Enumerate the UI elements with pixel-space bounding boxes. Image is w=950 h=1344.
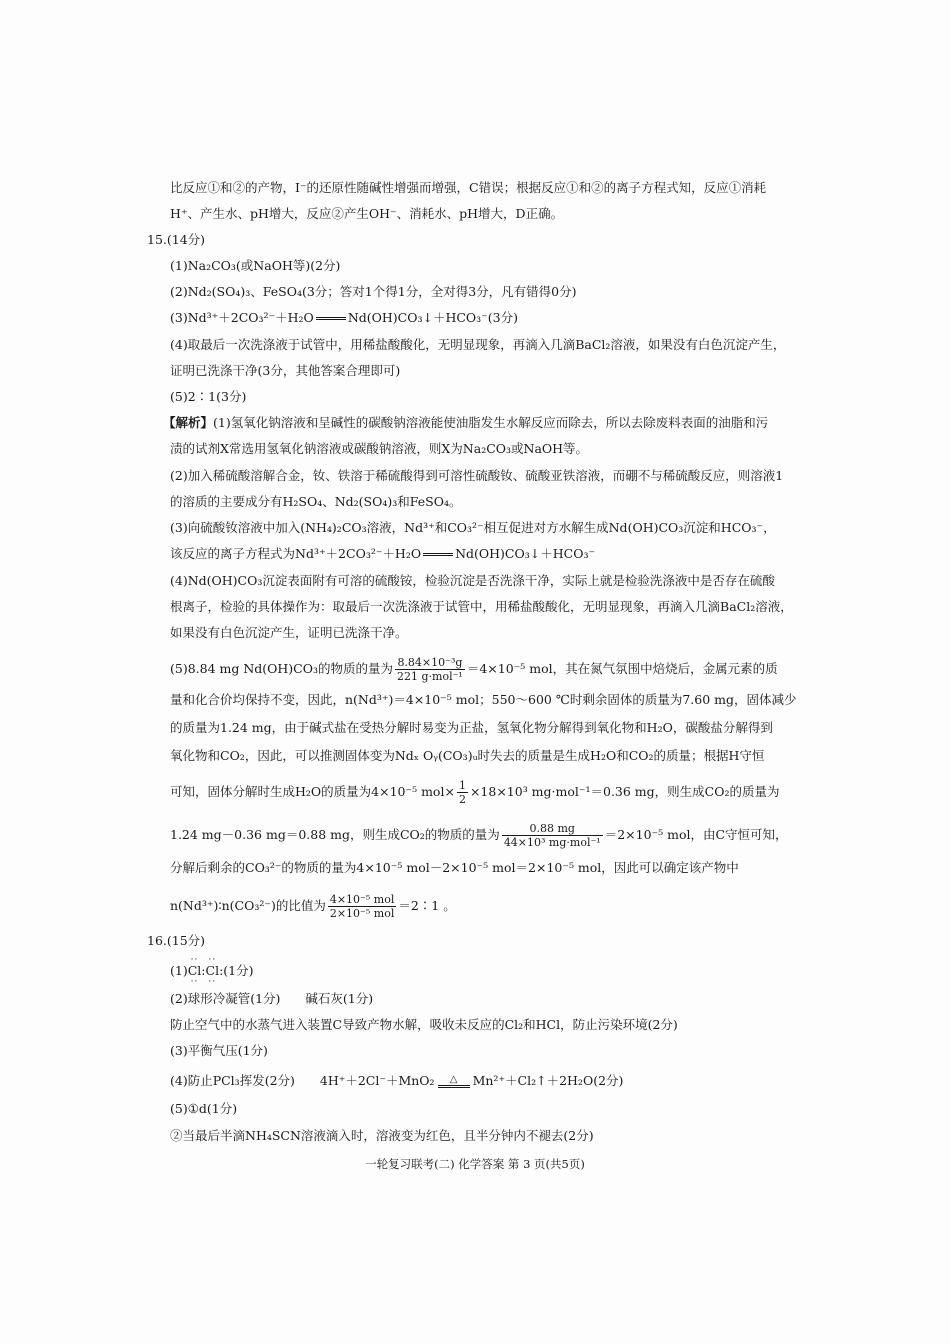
answer-equation (170, 1073, 623, 1089)
formula-text: (5)8.84 mg Nd(OH)CO₃的物质的量为 (170, 661, 394, 676)
fraction-numerator: 0.88 mg (502, 822, 603, 836)
chlorine-symbol: Cl (187, 963, 202, 978)
fraction-denominator: 2 (458, 793, 466, 806)
answer-line: (3)平衡气压(1分) (170, 1043, 268, 1058)
analysis-text: (1)氢氧化钠溶液和呈碱性的碳酸钠溶液能使油脂发生水解反应而除去，所以去除废料表面的油脂和污 (213, 415, 769, 430)
formula-text: 1.24 mg－0.36 mg＝0.88 mg，则生成CO₂的物质的量为 (170, 827, 500, 842)
shared-pair: : (201, 963, 206, 978)
fraction (395, 656, 465, 683)
analysis-line: 渍的试剂X常选用氢氧化钠溶液或碳酸钠溶液，则X为Na₂CO₃或NaOH等。 (170, 441, 589, 456)
analysis-line: (2)加入稀硫酸溶解合金，钕、铁溶于稀硫酸得到可溶性硫酸钕、硫酸亚铁溶液，而硼不与稀硫酸反应，则溶液1 (170, 468, 784, 483)
analysis-line: 的质量为1.24 mg，由于碱式盐在受热分解时易变为正盐，氢氧化物分解得到氧化物和H₂O，碳酸盐分解得到 (170, 720, 773, 735)
analysis-line: (4)Nd(OH)CO₃沉淀表面附有可溶的硫酸铵，检验沉淀是否洗涤干净，实际上就是检验洗涤液中是否存在硫酸 (170, 573, 775, 588)
equation-right: Nd(OH)CO₃↓＋HCO₃⁻ (455, 546, 596, 561)
question-number: 15.(14分) (147, 232, 206, 247)
analysis-line: 如果没有白色沉淀产生，证明已洗涤干净。 (170, 625, 408, 640)
equation-left: (4)防止PCl₃挥发(2分) 4H⁺＋2Cl⁻＋MnO₂ (170, 1073, 435, 1088)
chlorine-atom-left: ·· Cl ·· (187, 955, 202, 987)
equation-right: Mn²⁺＋Cl₂↑＋2H₂O(2分) (472, 1073, 624, 1088)
analysis-line: (3)向硫酸钕溶液中加入(NH₄)₂CO₃溶液，Nd³⁺和CO₃²⁻相互促进对方水解生成Nd(OH)CO₃沉淀和HCO₃⁻， (170, 520, 776, 535)
answer-line: 证明已洗涤干净(3分，其他答案合理即可) (170, 363, 401, 378)
fraction (502, 822, 603, 849)
chlorine-symbol: Cl (205, 963, 220, 978)
fraction-denominator: 44×10³ mg·mol⁻¹ (503, 836, 601, 849)
page-footer: 一轮复习联考(二) 化学答案 第 3 页(共5页) (365, 1157, 585, 1171)
formula-text: 可知，固体分解时生成H₂O的质量为4×10⁻⁵ mol× (170, 784, 455, 799)
equals-sign (316, 317, 346, 320)
formula-text: ×18×10³ mg·mol⁻¹＝0.36 mg，则生成CO₂的质量为 (469, 784, 780, 799)
analysis-line: 的溶质的主要成分有H₂SO₄、Nd₂(SO₄)₃和FeSO₄。 (170, 494, 462, 509)
equation-left: 该反应的离子方程式为Nd³⁺＋2CO₃²⁻＋H₂O (170, 546, 422, 561)
fraction (457, 779, 468, 806)
fraction-numerator: 1 (458, 779, 466, 792)
answer-line: (4)取最后一次洗涤液于试管中，用稀盐酸酸化，无明显现象，再滴入几滴BaCl₂溶液，如果没有白色沉淀产生， (170, 337, 786, 352)
heating-condition (438, 1075, 470, 1088)
analysis-line (163, 415, 768, 431)
text-line: H⁺、产生水、pH增大，反应②产生OH⁻、消耗水、pH增大，D正确。 (170, 206, 564, 221)
fraction-numerator: 4×10⁻⁵ mol (329, 893, 395, 906)
analysis-formula-line (170, 822, 788, 849)
analysis-formula-line (170, 656, 778, 683)
answer-line: (5)①d(1分) (170, 1101, 238, 1116)
answer-number: (1) (170, 963, 188, 978)
formula-text: ＝2∶1 。 (398, 898, 456, 913)
score-text: (1分) (223, 963, 254, 978)
analysis-formula-line (170, 779, 779, 806)
fraction (328, 893, 397, 920)
answer-line: 防止空气中的水蒸气进入装置C导致产物水解，吸收未反应的Cl₂和HCl，防止污染环境(2分) (170, 1017, 678, 1032)
equals-sign (423, 553, 453, 556)
answer-line: ②当最后半滴NH₄SCN溶液滴入时，溶液变为红色，且半分钟内不褪去(2分) (170, 1128, 594, 1143)
analysis-line: 根离子，检验的具体操作为：取最后一次洗涤液于试管中，用稀盐酸酸化，无明显现象，再滴入几滴BaCl₂溶液， (170, 599, 793, 614)
delta-symbol: △ (449, 1074, 458, 1085)
analysis-formula-line (170, 893, 456, 920)
formula-text: n(Nd³⁺)∶n(CO₃²⁻)的比值为 (170, 898, 326, 913)
answer-line: (1)Na₂CO₃(或NaOH等)(2分) (170, 258, 341, 273)
formula-text: ＝2×10⁻⁵ mol，由C守恒可知， (604, 827, 788, 842)
equals-sign (438, 1085, 470, 1088)
chlorine-atom-right: ·· Cl ·· (205, 955, 220, 987)
analysis-tag: 【解析】 (163, 415, 214, 430)
answer-equation (170, 310, 518, 326)
analysis-line: 分解后剩余的CO₃²⁻的物质的量为4×10⁻⁵ mol－2×10⁻⁵ mol＝2×10⁻⁵ mol，因此可以确定该产物中 (170, 860, 739, 875)
text-line: 比反应①和②的产物，I⁻的还原性随碱性增强而增强，C错误；根据反应①和②的离子方程式知，反应①消耗 (170, 180, 767, 195)
answer-line: (5)2∶1(3分) (170, 389, 247, 404)
lone-pair-right: : (219, 963, 224, 978)
analysis-line: 量和化合价均保持不变，因此，n(Nd³⁺)＝4×10⁻⁵ mol；550～600 ℃时剩余固体的质量为7.60 mg，固体减少 (170, 692, 797, 707)
equation-left: (3)Nd³⁺＋2CO₃²⁻＋H₂O (170, 310, 314, 325)
equation-right: Nd(OH)CO₃↓＋HCO₃⁻(3分) (347, 310, 518, 325)
answer-line: (2)球形冷凝管(1分) 碱石灰(1分) (170, 991, 374, 1006)
formula-text: ＝4×10⁻⁵ mol，其在氮气氛围中焙烧后，金属元素的质 (466, 661, 778, 676)
fraction-denominator: 2×10⁻⁵ mol (329, 907, 395, 920)
fraction-numerator: 8.84×10⁻³g (395, 656, 465, 670)
analysis-line: 氧化物和CO₂，因此，可以推测固体变为Ndₓ Oᵧ(CO₃)ᵤ时失去的质量是生成H₂O和CO₂的质量；根据H守恒 (170, 748, 765, 763)
fraction-denominator: 221 g·mol⁻¹ (397, 670, 463, 683)
analysis-equation (170, 546, 595, 562)
question-number: 16.(15分) (147, 933, 206, 948)
electron-dot-formula (170, 955, 254, 987)
answer-line: (2)Nd₂(SO₄)₃、FeSO₄(3分；答对1个得1分，全对得3分，凡有错得0分) (170, 284, 577, 299)
